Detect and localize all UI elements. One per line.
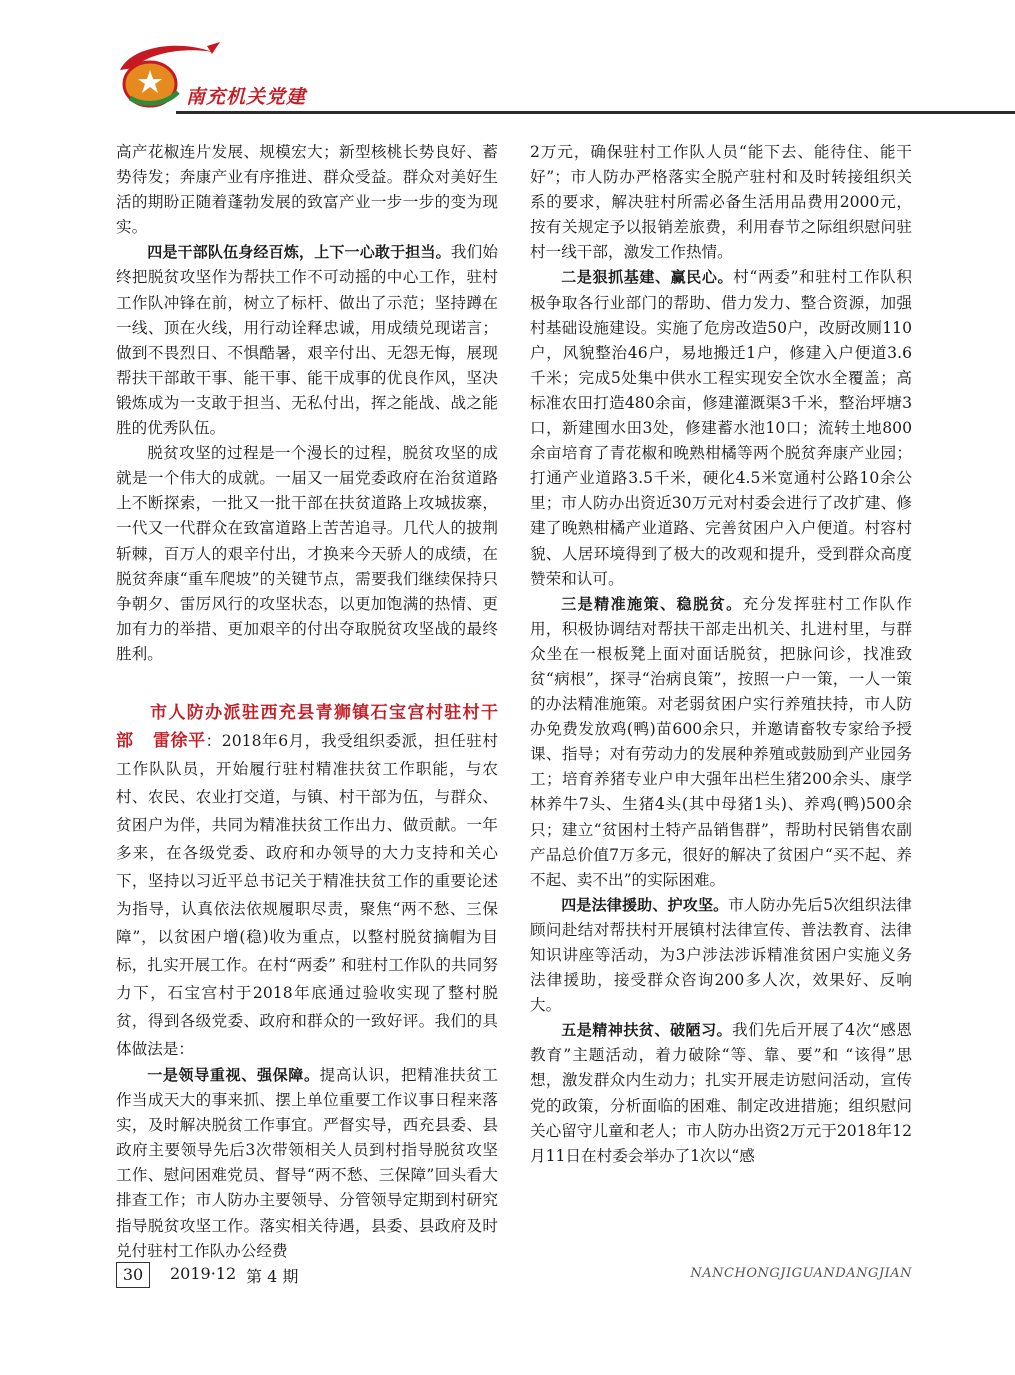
paragraph: 四是干部队伍身经百炼，上下一心敢于担当。我们始终把脱贫攻坚作为帮扶工作不可动摇的中心工作，驻村工作队冲锋在前，树立了标杆、做出了示范；坚持蹲在一线、顶在火线，用行动诠释忠诚，用成绩兑现诺言；做到不畏烈日、不惧酷暑，艰辛付出、无怨无悔，展现帮扶干部敢干事、能干事、能干成事的优良作风，坚决锻炼成为一支敢于担当、无私付出，挥之能战、战之能胜的优秀队伍。 — [116, 243, 498, 438]
section-heading: 市人防办派驻西充县青狮镇石宝宫村驻村干部 雷徐平：2018年6月，我受组织委派，担任驻村工作队队员，开始履行驻村精准扶贫工作职能，与农村、农民、农业打交道，与镇、村干部为伍，与群众、贫困户为伴，共同为精准扶贫工作出力、做贡献。一年多来，在各级党委、政府和办领导的大力支持和关心下，坚持以习近平总书记关于精准扶贫工作的重要论述为指导，认真依法依规履职尽责，聚焦“两不愁、三保障”，以贫困户增(稳)收为重点，以整村脱贫摘帽为目标，扎实开展工作。在村“两委” 和驻村工作队的共同努力下，石宝宫村于2018年底通过验收实现了整村脱贫，得到各级党委、政府和群众的一致好评。我们的具体做法是： — [116, 702, 499, 1058]
footer-english-title: NANCHONGJIGUANDANGJIAN — [690, 1266, 912, 1281]
issue-date: 2019·12 — [170, 1264, 237, 1283]
paragraph: 三是精准施策、稳脱贫。充分发挥驻村工作队作用，积极协调结对帮扶干部走出机关、扎进村里，与群众坐在一根板凳上面对面话脱贫，把脉问诊，找准致贫“病根”，探寻“治病良策”，按照一户一策，一人一策的办法精准施策。对老弱贫困户实行养殖扶持，市人防办免费发放鸡(鸭)苗600余只，并邀请畜牧专家给予授课、指导；对有劳动力的发展种养殖或鼓励到产业园务工；培育养猪专业户申大强年出栏生猪200余头、康学林养牛7头、生猪4头(其中母猪1头)、养鸡(鸭)500余只；建立“贫困村土特产品销售群”，帮助村民销售农副产品总价值7万多元，很好的解决了贫困户“买不起、养不起、卖不出”的实际困难。 — [530, 594, 912, 889]
page-header — [0, 0, 1015, 120]
issue-number: 第 4 期 — [246, 1267, 299, 1286]
author-name: 雷徐平 — [152, 730, 206, 751]
brand-title: 南充机关党建 — [186, 86, 307, 108]
paragraph: 四是法律援助、护攻坚。市人防办先后5次组织法律顾问赴结对帮扶村开展镇村法律宣传、普法教育、法律知识讲座等活动，为3户涉法涉诉精准贫困户实施义务法律援助，接受群众咨询200多人次，效果好、反响大。 — [530, 895, 912, 1015]
page-footer — [0, 1258, 1015, 1298]
paragraph: 2万元，确保驻村工作队人员“能下去、能待住、能干好”；市人防办严格落实全脱产驻村和及时转接组织关系的要求，解决驻村所需必备生活用品费用2000元，按有关规定予以报销差旅费，利用春节之际组织慰问驻村一线干部，激发工作热情。 — [530, 143, 912, 262]
header-divider — [176, 111, 1015, 114]
paragraph: 一是领导重视、强保障。提高认识，把精准扶贫工作当成天大的事来抓、摆上单位重要工作议事日程来落实，及时解决脱贫工作事宜。严督实导，西充县委、县政府主要领导先后3次带领相关人员到村指导脱贫攻坚工作、慰问困难党员、督导“两不愁、三保障”回头看大排查工作；市人防办主要领导、分管领导定期到村研究指导脱贫攻坚工作。落实相关待遇，县委、县政府及时兑付驻村工作队办公经费 — [116, 1065, 498, 1260]
paragraph: 二是狠抓基建、赢民心。村“两委”和驻村工作队积极争取各行业部门的帮助、借力发力、整合资源，加强村基础设施建设。实施了危房改造50户，改厨改厕110户，风貌整治46户，易地搬迁1户，修建入户便道3.6千米；完成5处集中供水工程实现安全饮水全覆盖；高标准农田打造480余亩，修建灌溉渠3千米，整治坪塘3口，新建囤水田3处，修建蓄水池10口；流转土地800余亩培育了青花椒和晚熟柑橘等两个脱贫奔康产业园；打通产业道路3.5千米，硬化4.5米宽通村公路10余公里；市人防办出资近30万元对村委会进行了改扩建、修建了晚熟柑橘产业道路、完善贫困户入户便道。村容村貌、人居环境得到了极大的改观和提升，受到群众高度赞荣和认可。 — [530, 268, 912, 588]
left-column — [116, 140, 498, 1264]
paragraph: 五是精神扶贫、破陋习。我们先后开展了4次“感恩教育”主题活动，着力破除“等、靠、要”和 “该得”思想，激发群众内生动力；扎实开展走访慰问活动，宣传党的政策，分析面临的困难、制定改进措施；组织慰问关心留守儿童和老人；市人防办出资2万元于2018年12月11日在村委会举办了1次以“感 — [530, 1021, 912, 1165]
right-column — [530, 140, 912, 1169]
paragraph: 脱贫攻坚的过程是一个漫长的过程，脱贫攻坚的成就是一个伟大的成就。一届又一届党委政府在治贫道路上不断探索，一批又一批干部在扶贫道路上攻城拔寨，一代又一代群众在致富道路上苦苦追寻。几代人的披荆斩棘，百万人的艰辛付出，才换来今天骄人的成绩，在脱贫奔康“重车爬坡”的关键节点，需要我们继续保持只争朝夕、雷厉风行的攻坚状态，以更加饱满的热情、更加有力的举措、更加艰辛的付出夺取脱贫攻坚战的最终胜利。 — [116, 444, 498, 663]
page-number: 30 — [116, 1262, 150, 1288]
paragraph: 高产花椒连片发展、规模宏大；新型核桃长势良好、蓄势待发；奔康产业有序推进、群众受益。群众对美好生活的期盼正随着蓬勃发展的致富产业一步一步的变为现实。 — [116, 143, 498, 237]
